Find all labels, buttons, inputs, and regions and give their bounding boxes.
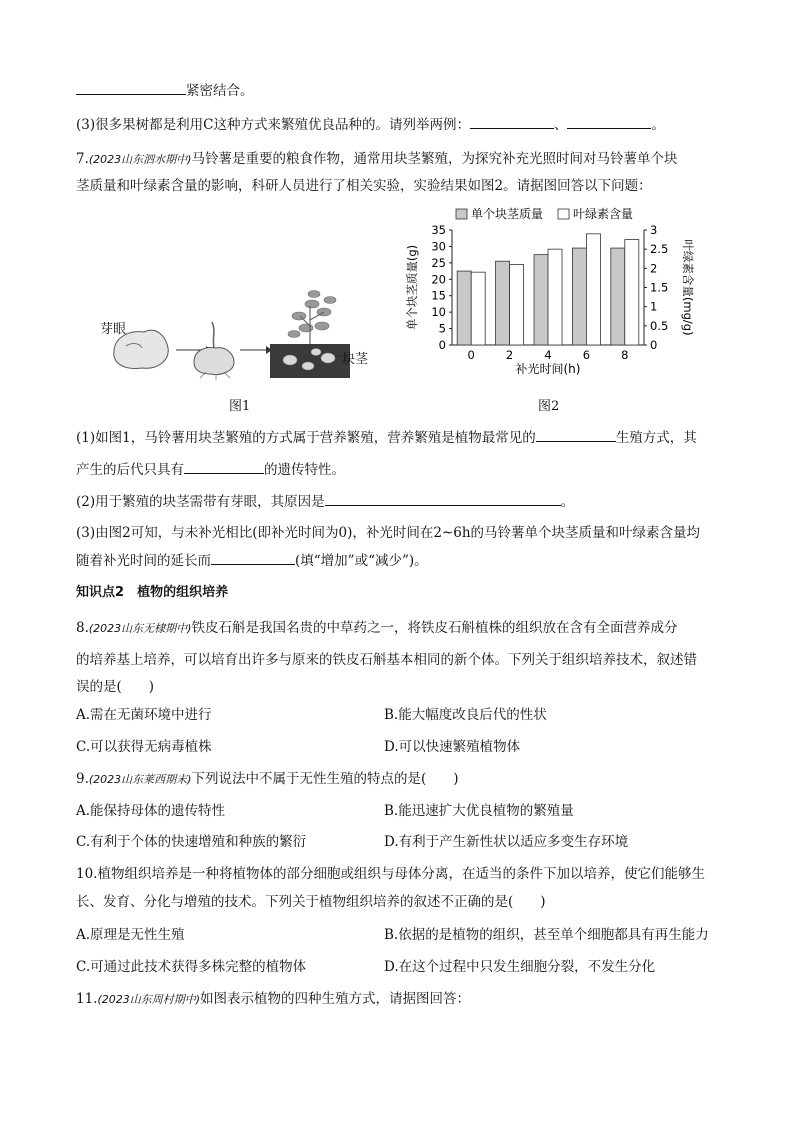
- q7-sub2: [76, 491, 574, 512]
- q7-sub1-text: 产生的后代只具有: [76, 462, 184, 478]
- figure-2-bar-chart: [400, 200, 700, 390]
- bud-eye-label: 芽眼: [100, 322, 127, 337]
- answer-blank[interactable]: [76, 80, 186, 95]
- right-tick-label: 3: [650, 223, 658, 237]
- x-tick-label: 8: [621, 348, 629, 362]
- q10-stem-line1: [76, 864, 705, 884]
- q10-option-d[interactable]: D.在这个过程中只发生细胞分裂，不发生分化: [384, 959, 656, 975]
- bar-tuber-mass: [457, 271, 471, 345]
- question-number: 11.: [76, 991, 98, 1007]
- q7-sub3-text-tail: (填“增加”或“减少”)。: [295, 553, 428, 569]
- q6-sub3: [76, 114, 665, 135]
- q7-sub1-text: (1)如图1，马铃薯用块茎繁殖的方式属于营养繁殖，营养繁殖是植物最常见的: [76, 430, 536, 446]
- right-tick-label: 1.5: [650, 280, 669, 295]
- q8-stem-line3: [76, 677, 154, 697]
- q10-option-a[interactable]: A.原理是无性生殖: [76, 927, 185, 943]
- left-tick-label: 35: [431, 223, 446, 237]
- q6-line1: [76, 80, 254, 101]
- legend-swatch-tuber-mass: [456, 209, 467, 219]
- left-tick-label: 5: [438, 321, 446, 336]
- q9-option-d[interactable]: D.有利于产生新性状以适应多变生存环境: [384, 834, 629, 850]
- q8-option-b[interactable]: B.能大幅度改良后代的性状: [384, 707, 547, 723]
- right-axis-label: 叶绿素含量(mg/g): [681, 239, 695, 336]
- sprout-drawing: [212, 322, 214, 348]
- q11-stem: [76, 989, 470, 1010]
- q10-stem-text: 10.植物组织培养是一种将植物体的部分细胞或组织与母体分离，在适当的条件下加以培养，使它们能够生: [76, 866, 705, 882]
- q7-sub3-text: (3)由图2可知，与未补光相比(即补光时间为0)，补光时间在2~6h的马铃薯单个块茎质量和叶绿素含量均: [76, 525, 701, 541]
- left-tick-label: 10: [431, 305, 446, 320]
- q10-option-b[interactable]: B.依据的是植物的组织，甚至单个细胞都具有再生能力: [384, 927, 709, 943]
- q8-option-a[interactable]: A.需在无菌环境中进行: [76, 707, 212, 723]
- bar-chlorophyll: [548, 249, 562, 345]
- right-tick-label: 0.5: [650, 318, 669, 333]
- x-tick-label: 0: [467, 348, 475, 362]
- x-tick-label: 6: [582, 348, 591, 362]
- left-axis-label: 单个块茎质量(g): [405, 244, 419, 331]
- bar-chlorophyll: [625, 240, 639, 345]
- q8-stem-text: 铁皮石斛是我国名贵的中草药之一，将铁皮石斛植株的组织放在含有全面营养成分: [191, 620, 678, 636]
- left-tick-label: 25: [431, 255, 446, 270]
- legend-swatch-chlorophyll: [558, 209, 569, 219]
- q7-sub3-line2: [76, 550, 428, 571]
- q7-sub1-line1: [76, 427, 697, 448]
- bar-tuber-mass: [534, 255, 548, 345]
- separator: 、: [553, 117, 568, 133]
- q11-stem-text: 如图表示植物的四种生殖方式，请据图回答：: [200, 991, 471, 1007]
- q7-stem-text: 马铃薯是重要的粮食作物，通常用块茎繁殖，为探究补充光照时间对马铃薯单个块: [191, 151, 678, 167]
- question-source: (2023山东无棣期中): [88, 622, 192, 635]
- potato-plant-drawing: [288, 291, 336, 338]
- left-tick-label: 30: [431, 239, 446, 254]
- bar-tuber-mass: [611, 248, 625, 345]
- q7-sub1-text-tail: 的遗传特性。: [264, 462, 345, 478]
- bar-tuber-mass: [572, 248, 586, 345]
- q8-option-c[interactable]: C.可以获得无病毒植株: [76, 739, 212, 755]
- left-tick-label: 15: [431, 288, 446, 303]
- q8-stem-line1: [76, 618, 677, 639]
- figure-1-caption: 图1: [229, 399, 251, 414]
- bar-chlorophyll: [471, 272, 485, 345]
- right-tick-label: 2.5: [650, 242, 669, 257]
- q8-stem-text: 的培养基上培养，可以培育出许多与原来的铁皮石斛基本相同的新个体。下列关于组织培养技术，叙述错: [76, 652, 697, 668]
- tuber-label: 块茎: [342, 352, 369, 367]
- q6-line1-text: 紧密结合。: [186, 83, 254, 99]
- right-tick-label: 0: [650, 338, 658, 352]
- q7-sub1-text-tail: 生殖方式，其: [615, 430, 697, 446]
- answer-blank[interactable]: [325, 491, 561, 506]
- legend-label-tuber-mass: 单个块茎质量: [471, 207, 544, 221]
- sprouting-tuber-drawing: [194, 348, 234, 375]
- figure-1-potato-propagation: [94, 286, 379, 380]
- question-number: 7.: [76, 151, 89, 167]
- q7-sub2-text: (2)用于繁殖的块茎需带有芽眼，其原因是: [76, 494, 325, 510]
- q9-option-c[interactable]: C.有利于个体的快速增殖和种族的繁衍: [76, 834, 307, 850]
- q6-sub3-text: (3)很多果树都是利用C这种方式来繁殖优良品种的。请列举两例：: [76, 117, 470, 133]
- period: 。: [651, 117, 665, 133]
- q7-stem-line1: [76, 149, 677, 170]
- q9-option-a[interactable]: A.能保持母体的遗传特性: [76, 803, 226, 819]
- q7-sub3-line1: [76, 523, 700, 543]
- q10-option-c[interactable]: C.可通过此技术获得多株完整的植物体: [76, 959, 307, 975]
- question-number: 9.: [76, 771, 89, 787]
- q7-sub3-text: 随着补光时间的延长而: [76, 553, 211, 569]
- question-source: (2023山东周村期中): [97, 993, 201, 1006]
- answer-blank[interactable]: [567, 114, 651, 129]
- answer-blank[interactable]: [211, 550, 295, 565]
- soil-block: [270, 344, 350, 378]
- q9-stem: [76, 769, 459, 790]
- bar-chlorophyll: [586, 234, 600, 345]
- q8-stem-text: 误的是( ): [76, 679, 155, 695]
- period: 。: [560, 494, 575, 510]
- bar-chlorophyll: [510, 265, 524, 346]
- figure-2-caption: 图2: [538, 399, 560, 414]
- section-heading: [76, 583, 228, 603]
- legend-label-chlorophyll: 叶绿素含量: [573, 207, 634, 221]
- section-title: 植物的组织培养: [137, 585, 229, 600]
- right-tick-label: 2: [650, 261, 658, 276]
- bar-tuber-mass: [496, 261, 510, 345]
- q8-stem-line2: [76, 650, 697, 670]
- answer-blank[interactable]: [184, 459, 264, 474]
- right-tick-label: 1: [650, 299, 658, 314]
- answer-blank[interactable]: [470, 114, 554, 129]
- left-tick-label: 20: [431, 272, 446, 287]
- q10-stem-text: 长、发育、分化与增殖的技术。下列关于植物组织培养的叙述不正确的是( ): [76, 894, 546, 910]
- question-source: (2023山东莱西期末): [88, 773, 192, 786]
- q10-stem-line2: [76, 892, 546, 912]
- q9-option-b[interactable]: B.能迅速扩大优良植物的繁殖量: [384, 803, 574, 819]
- q7-sub1-line2: [76, 459, 345, 480]
- section-label: 知识点2: [76, 585, 125, 600]
- x-tick-label: 4: [544, 348, 552, 362]
- q9-stem-text: 下列说法中不属于无性生殖的特点的是( ): [191, 771, 459, 787]
- left-tick-label: 0: [438, 338, 446, 352]
- question-number: 8.: [76, 620, 89, 636]
- q7-stem-text: 茎质量和叶绿素含量的影响，科研人员进行了相关实验，实验结果如图2。请据图回答以下问题：: [76, 178, 652, 194]
- answer-blank[interactable]: [536, 427, 616, 442]
- x-tick-label: 2: [505, 348, 514, 362]
- q7-stem-line2: [76, 176, 652, 196]
- question-source: (2023山东泗水期中): [88, 153, 192, 166]
- q8-option-d[interactable]: D.可以快速繁殖植物体: [384, 739, 521, 755]
- x-axis-label: 补光时间(h): [515, 362, 581, 376]
